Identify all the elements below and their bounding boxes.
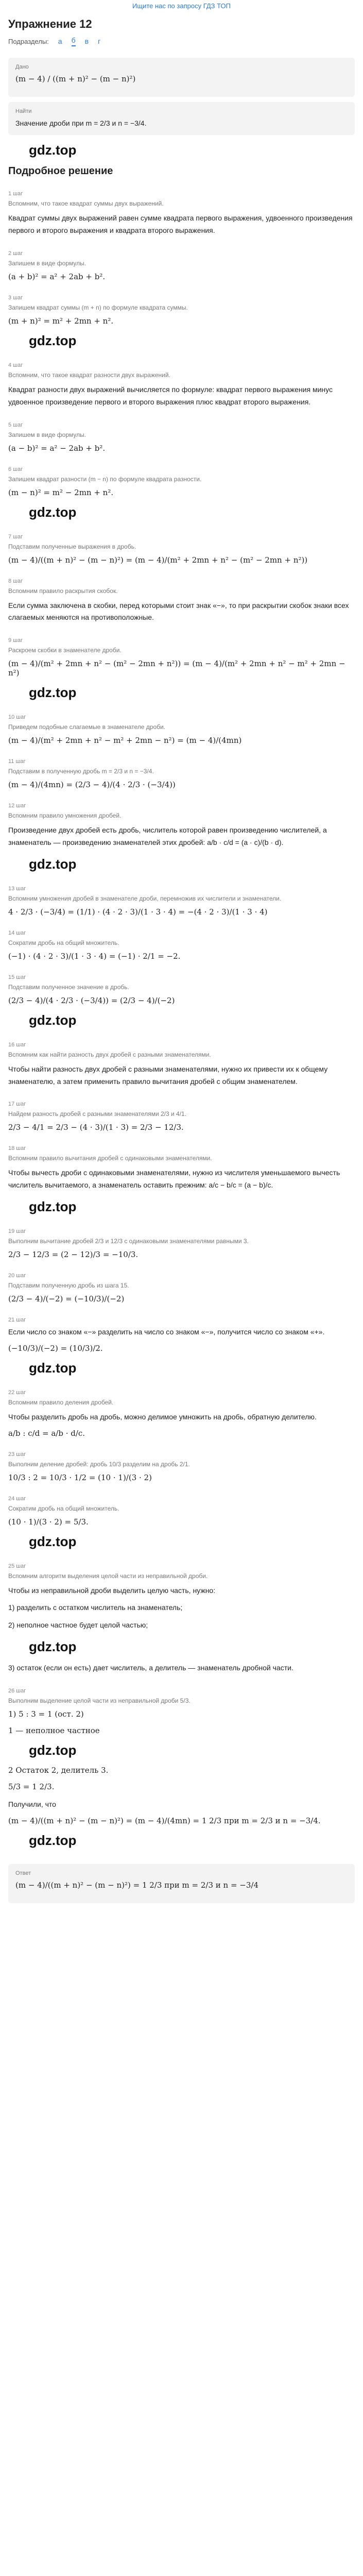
step-note: Вспомним, что такое квадрат суммы двух выражений. [8,200,164,208]
step-label: 9 шаг [8,637,23,644]
step-text: 3) остаток (если он есть) дает числитель, а делитель — знаменатель дробной части. [8,1663,293,1672]
watermark: gdz.top [29,1533,77,1549]
step-text: Квадрат разности двух выражений вычисляется по формуле: квадрат первого выражения минус удвоенное произведение первого и второго выражения плюс квадрат второго выражения. [8,385,333,406]
step-formula: (m + n)² = m² + 2mn + n². [8,316,114,326]
step-formula: (a − b)² = a² − 2ab + b². [8,443,106,453]
step-label: 24 шаг [8,1495,26,1502]
solution-step [8,1451,355,1482]
step-label: 12 шаг [8,803,26,809]
step-label: 20 шаг [8,1272,26,1279]
subsection-a[interactable]: а [58,37,62,45]
watermark: gdz.top [29,1638,77,1654]
answer-box [8,1864,355,1903]
step-note: Вспомним правило раскрытия скобок. [8,587,118,595]
solution-step [8,886,355,917]
step-label: 17 шаг [8,1101,26,1108]
solution-step [8,534,355,565]
solution-step [8,930,355,961]
step-formula: 1) 5 : 3 = 1 (ост. 2) [8,1709,84,1719]
solution-step [8,466,355,520]
step-formula: (m − 4)/((m + n)² − (m − n)²) = (m − 4)/(m² + 2mn + n² − (m² − 2mn + n²)) [8,555,308,565]
solution-step [8,1563,355,1597]
solution-step [8,1782,355,1791]
step-formula: 5/3 = 1 2/3. [8,1782,55,1791]
step-text: Чтобы из неправильной дроби выделить целую часть, нужно: [8,1586,216,1595]
subsections-label: Подразделы: [8,37,49,45]
step-label: 6 шаг [8,466,23,472]
find-box [8,102,355,135]
find-text: Значение дроби при m = 2/3 и n = −3/4. [15,119,147,127]
solution-step [8,1101,355,1132]
step-label: 3 шаг [8,294,23,301]
solution-step [8,295,355,349]
step-text: Получили, что [8,1800,56,1808]
step-formula: (−10/3)/(−2) = (10/3)/2. [8,1343,103,1353]
step-text: 1) разделить с остатком числитель на знаменатель; [8,1603,183,1612]
step-label: 2 шаг [8,250,23,257]
step-label: 26 шаг [8,1687,26,1694]
solution-steps [8,191,355,1848]
step-label: 22 шаг [8,1389,26,1396]
step-label: 4 шаг [8,362,23,368]
step-label: 15 шаг [8,974,26,980]
solution-step [8,1766,355,1775]
step-label: 16 шаг [8,1041,26,1048]
step-formula: a/b : c/d = a/b · d/c. [8,1428,85,1438]
watermark: gdz.top [29,685,77,701]
step-note: Вспомним правило умножения дробей. [8,812,122,820]
subsection-g[interactable]: г [98,37,101,45]
watermark: gdz.top [29,1198,77,1214]
step-note: Подставим в полученную дробь m = 2/3 и n = −3/4. [8,768,154,775]
step-label: 13 шаг [8,885,26,892]
step-label: 5 шаг [8,421,23,428]
step-formula: 2/3 − 12/3 = (2 − 12)/3 = −10/3. [8,1249,139,1259]
step-text: Квадрат суммы двух выражений равен сумме квадрата первого выражения, удвоенного произведения первого и второго выражения и квадрата второго выражения. [8,214,353,235]
solution-step [8,1317,355,1376]
step-formula: (m − 4)/(m² + 2mn + n² − m² + 2mn − n²) = (m − 4)/(4mn) [8,736,242,745]
step-formula: 2 Остаток 2, делитель 3. [8,1765,109,1775]
step-formula: 4 · 2/3 · (−3/4) = (1/1) · (4 · 2 · 3)/(1 · 3 · 4) = −(4 · 2 · 3)/(1 · 3 · 4) [8,907,268,917]
given-formula: (m − 4) / ((m + n)² − (m − n)²) [15,74,136,83]
step-note: Запишем в виде формулы. [8,431,87,438]
step-note: Выполним выделение целой части из неправильной дроби 5/3. [8,1697,191,1704]
step-note: Запишем квадрат разности (m − n) по формуле квадрата разности. [8,475,202,483]
answer-formula: (m − 4)/((m + n)² − (m − n)²) = 1 2/3 при m = 2/3 и n = −3/4 [15,1880,259,1890]
subsections-bar [8,36,355,46]
step-formula: (m − 4)/(m² + 2mn + n² − (m² − 2mn + n²)) = (m − 4)/(m² + 2mn + n² − m² + 2mn − n²) [8,659,345,678]
step-note: Вспомним как найти разность двух дробей с разными знаменателями. [8,1050,211,1058]
step-label: 10 шаг [8,714,26,721]
step-note: Запишем квадрат суммы (m + n) по формуле квадрата суммы. [8,303,188,311]
step-note: Найдем разность дробей с разными знаменателями 2/3 и 4/1. [8,1110,187,1118]
solution-title: Подробное решение [8,165,113,177]
answer-label: Ответ [15,1870,31,1876]
solution-step [8,362,355,409]
step-formula: (m − 4)/((m + n)² − (m − n)²) = (m − 4)/(4mn) = 1 2/3 при m = 2/3 и n = −3/4. [8,1816,321,1825]
solution-step [8,1389,355,1438]
step-note: Вспомним алгоритм выделения целой части из неправильной дроби. [8,1572,208,1580]
step-formula: (2/3 − 4)/(4 · 2/3 · (−3/4)) = (2/3 − 4)/(−2) [8,995,175,1005]
step-formula: (−1) · (4 · 2 · 3)/(1 · 3 · 4) = (−1) · 2/1 = −2. [8,951,181,961]
top-search-link[interactable]: Ищите нас по запросу ГДЗ ТОП [132,2,231,10]
step-text: Если сумма заключена в скобки, перед которыми стоит знак «−», то при раскрытии скобок знаки всех слагаемых меняются на противоположные. [8,601,349,622]
subsection-b[interactable]: б [72,36,76,46]
solution-step [8,1496,355,1550]
step-label: 7 шаг [8,533,23,540]
step-note: Подставим полученную дробь из шага 15. [8,1281,129,1289]
solution-step [8,714,355,745]
step-note: Раскроем скобки в знаменателе дроби. [8,647,122,654]
page-content [8,14,355,1908]
solution-step [8,1688,355,1719]
step-formula: (a + b)² = a² + 2ab + b². [8,272,106,281]
step-note: Сократим дробь на общий множитель. [8,939,119,946]
step-label: 19 шаг [8,1228,26,1234]
solution-step [8,1662,355,1674]
step-text: 2) неполное частное будет целой частью; [8,1621,148,1630]
step-label: 18 шаг [8,1145,26,1152]
step-text: Чтобы вычесть дроби с одинаковыми знаменателями, нужно из числителя уменьшаемого вычесть числитель вычитаемого, а знаменатель оставить прежним: a/c − b/c = (a − b)/c. [8,1168,340,1190]
step-note: Выполним вычитание дробей 2/3 и 12/3 с одинаковыми знаменателями равными 3. [8,1237,249,1245]
step-text: Произведение двух дробей есть дробь, числитель которой равен произведению числителей, а знаменатель — произведению знаменателей этих дробей: a/b · c/d = (a · c)/(b · d). [8,826,327,846]
step-label: 25 шаг [8,1563,26,1569]
solution-step [8,974,355,1028]
solution-step [8,1619,355,1655]
step-label: 8 шаг [8,578,23,584]
step-label: 11 шаг [8,758,26,765]
step-formula: (2/3 − 4)/(−2) = (−10/3)/(−2) [8,1294,125,1303]
solution-step [8,1228,355,1259]
solution-step [8,191,355,237]
step-formula: (10 · 1)/(3 · 2) = 5/3. [8,1517,89,1527]
step-text: Чтобы найти разность двух дробей с разными знаменателями, нужно их привести их к общему знаменателю, а затем применить правило вычитания дробей с общим знаменателем. [8,1064,328,1086]
watermark: gdz.top [29,856,77,872]
watermark: gdz.top [29,332,77,348]
step-note: Вспомним, что такое квадрат разности двух выражений. [8,371,170,379]
step-text: Чтобы разделить дробь на дробь, можно делимое умножить на дробь, обратную делителю. [8,1412,317,1421]
step-text: Если число со знаком «−» разделить на число со знаком «−», получится число со знаком «+». [8,1327,325,1336]
given-box [8,58,355,97]
solution-step [8,1799,355,1849]
step-note: Подставим полученные выражения в дробь. [8,543,136,550]
find-label: Найти [15,108,32,114]
step-label: 14 шаг [8,929,26,936]
watermark: gdz.top [29,1742,77,1758]
subsection-v[interactable]: в [84,37,89,45]
solution-step [8,637,355,701]
step-formula: (m − n)² = m² − 2mn + n². [8,487,114,497]
step-formula: 2/3 − 4/1 = 2/3 − (4 · 3)/(1 · 3) = 2/3 − 12/3. [8,1123,184,1132]
step-label: 1 шаг [8,191,23,197]
watermark: gdz.top [29,142,77,158]
step-note: Запишем в виде формулы. [8,259,87,267]
solution-step [8,1145,355,1215]
step-formula: 10/3 : 2 = 10/3 · 1/2 = (10 · 1)/(3 · 2) [8,1472,152,1482]
solution-step [8,1273,355,1303]
given-label: Дано [15,64,29,70]
step-formula: (m − 4)/(4mn) = (2/3 − 4)/(4 · 2/3 · (−3/4)) [8,780,176,790]
solution-step [8,758,355,789]
solution-step [8,422,355,453]
watermark: gdz.top [29,504,77,520]
step-note: Выполним деление дробей: дробь 10/3 разделим на дробь 2/1. [8,1460,190,1468]
solution-step [8,250,355,281]
step-note: Приведем подобные слагаемые в знаменателе дроби. [8,723,166,731]
step-note: Подставим полученное значение в дробь. [8,983,129,991]
watermark: gdz.top [29,1360,77,1376]
watermark: gdz.top [29,1832,77,1848]
watermark: gdz.top [29,1012,77,1028]
step-note: Вспомним правило вычитания дробей с одинаковыми знаменателями. [8,1155,212,1162]
step-note: Вспомним умножения дробей в знаменателе дроби, перемножив их числители и знаменатели. [8,894,282,902]
step-formula: 1 — неполное частное [8,1725,100,1735]
step-label: 21 шаг [8,1316,26,1323]
solution-step [8,803,355,872]
solution-step [8,1726,355,1758]
step-note: Вспомним правило деления дробей. [8,1398,114,1406]
solution-step [8,1042,355,1088]
step-label: 23 шаг [8,1451,26,1458]
page-title: Упражнение 12 [8,18,92,30]
solution-step [8,1602,355,1614]
step-note: Сократим дробь на общий множитель. [8,1504,119,1512]
solution-step [8,578,355,624]
